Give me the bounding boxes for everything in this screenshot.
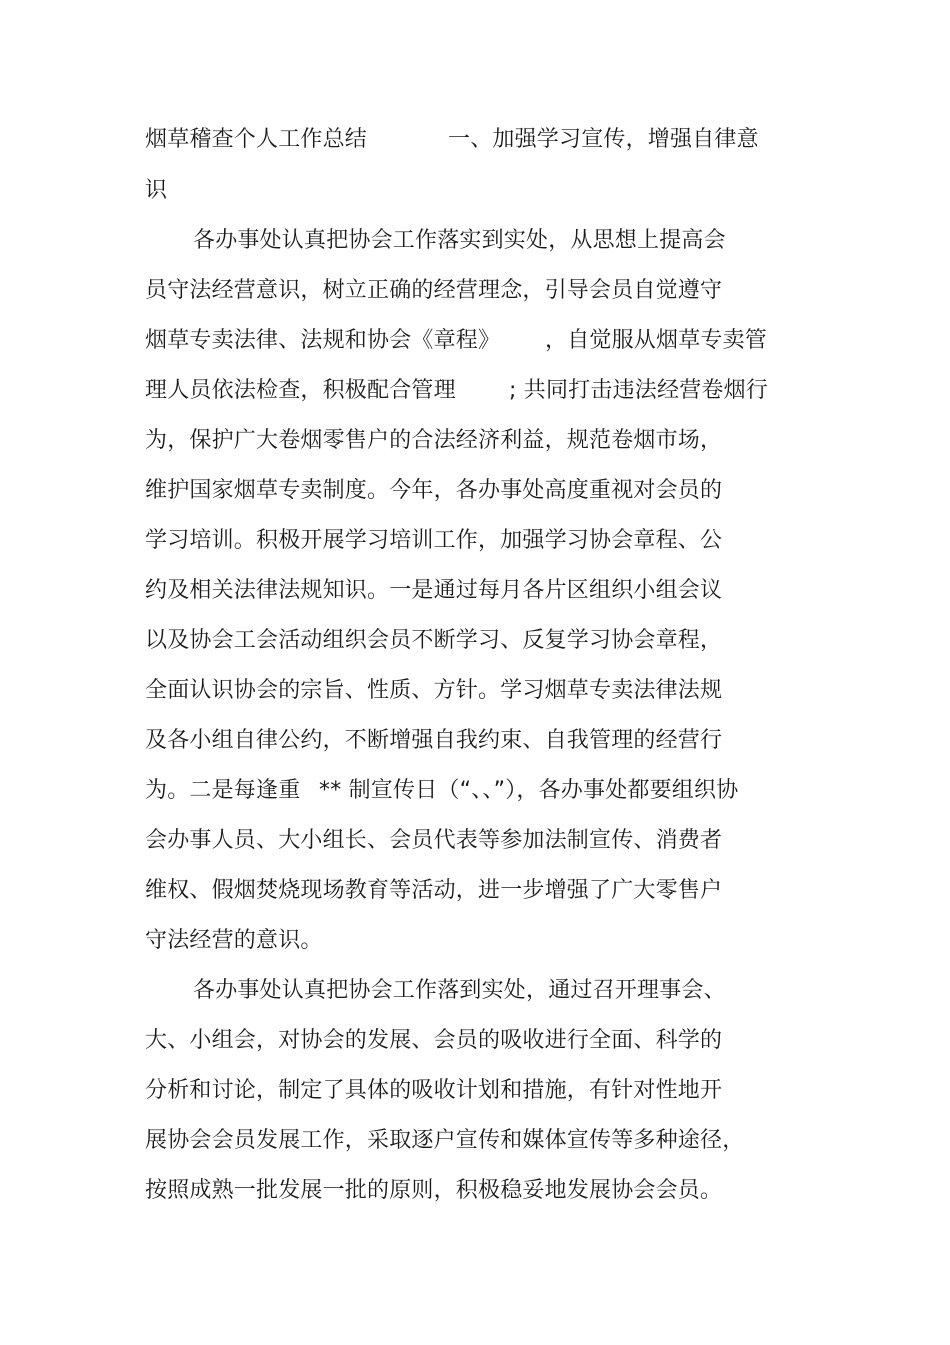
- section-heading-continued: 识: [145, 178, 168, 203]
- document-title: 烟草稽查个人工作总结: [145, 127, 368, 152]
- paragraph-line: 守法经营的意识。: [145, 928, 323, 953]
- paragraph-line-segment: 为。二是每逢重: [145, 778, 301, 803]
- paragraph-line: 维护国家烟草专卖制度。今年，各办事处高度重视对会员的: [145, 478, 723, 503]
- paragraph-line: 大、小组会，对协会的发展、会员的吸收进行全面、科学的: [145, 1028, 723, 1053]
- paragraph-line: 各办事处认真把协会工作落到实处，通过召开理事会、: [193, 978, 726, 1003]
- paragraph-line: 按照成熟一批发展一批的原则，积极稳妥地发展协会会员。: [145, 1178, 723, 1203]
- paragraph-line-segment: ，自觉服从烟草专卖管: [545, 328, 768, 353]
- paragraph-line: 全面认识协会的宗旨、性质、方针。学习烟草专卖法律法规: [145, 678, 723, 703]
- paragraph-line: 学习培训。积极开展学习培训工作，加强学习协会章程、公: [145, 528, 723, 553]
- paragraph-line: 维权、假烟焚烧现场教育等活动，进一步增强了广大零售户: [145, 878, 723, 903]
- paragraph-line: 员守法经营意识，树立正确的经营理念，引导会员自觉遵守: [145, 278, 723, 303]
- paragraph-line: 展协会会员发展工作，采取逐户宣传和媒体宣传等多种途径，: [145, 1128, 745, 1153]
- paragraph-line: 及各小组自律公约，不断增强自我约束、自我管理的经营行: [145, 728, 723, 753]
- paragraph-line: 为，保护广大卷烟零售户的合法经济利益，规范卷烟市场，: [145, 428, 723, 453]
- paragraph-line-segment: 理人员依法检查，积极配合管理: [145, 378, 456, 403]
- section-heading: 一、加强学习宣传，增强自律意: [448, 127, 759, 152]
- paragraph-line-segment: 烟草专卖法律、法规和协会《章程》: [145, 328, 501, 353]
- paragraph-line: 分析和讨论，制定了具体的吸收计划和措施，有针对性地开: [145, 1078, 723, 1103]
- paragraph-line: 以及协会工会活动组织会员不断学习、反复学习协会章程，: [145, 628, 723, 653]
- paragraph-line-segment: ** 制宣传日（“、、”），各办事处都要组织协: [319, 778, 739, 803]
- paragraph-line: 各办事处认真把协会工作落实到实处，从思想上提高会: [193, 228, 726, 253]
- paragraph-line-segment: ; 共同打击违法经营卷烟行: [509, 378, 769, 403]
- paragraph-line: 会办事人员、大小组长、会员代表等参加法制宣传、消费者: [145, 828, 723, 853]
- paragraph-line: 约及相关法律法规知识。一是通过每月各片区组织小组会议: [145, 578, 723, 603]
